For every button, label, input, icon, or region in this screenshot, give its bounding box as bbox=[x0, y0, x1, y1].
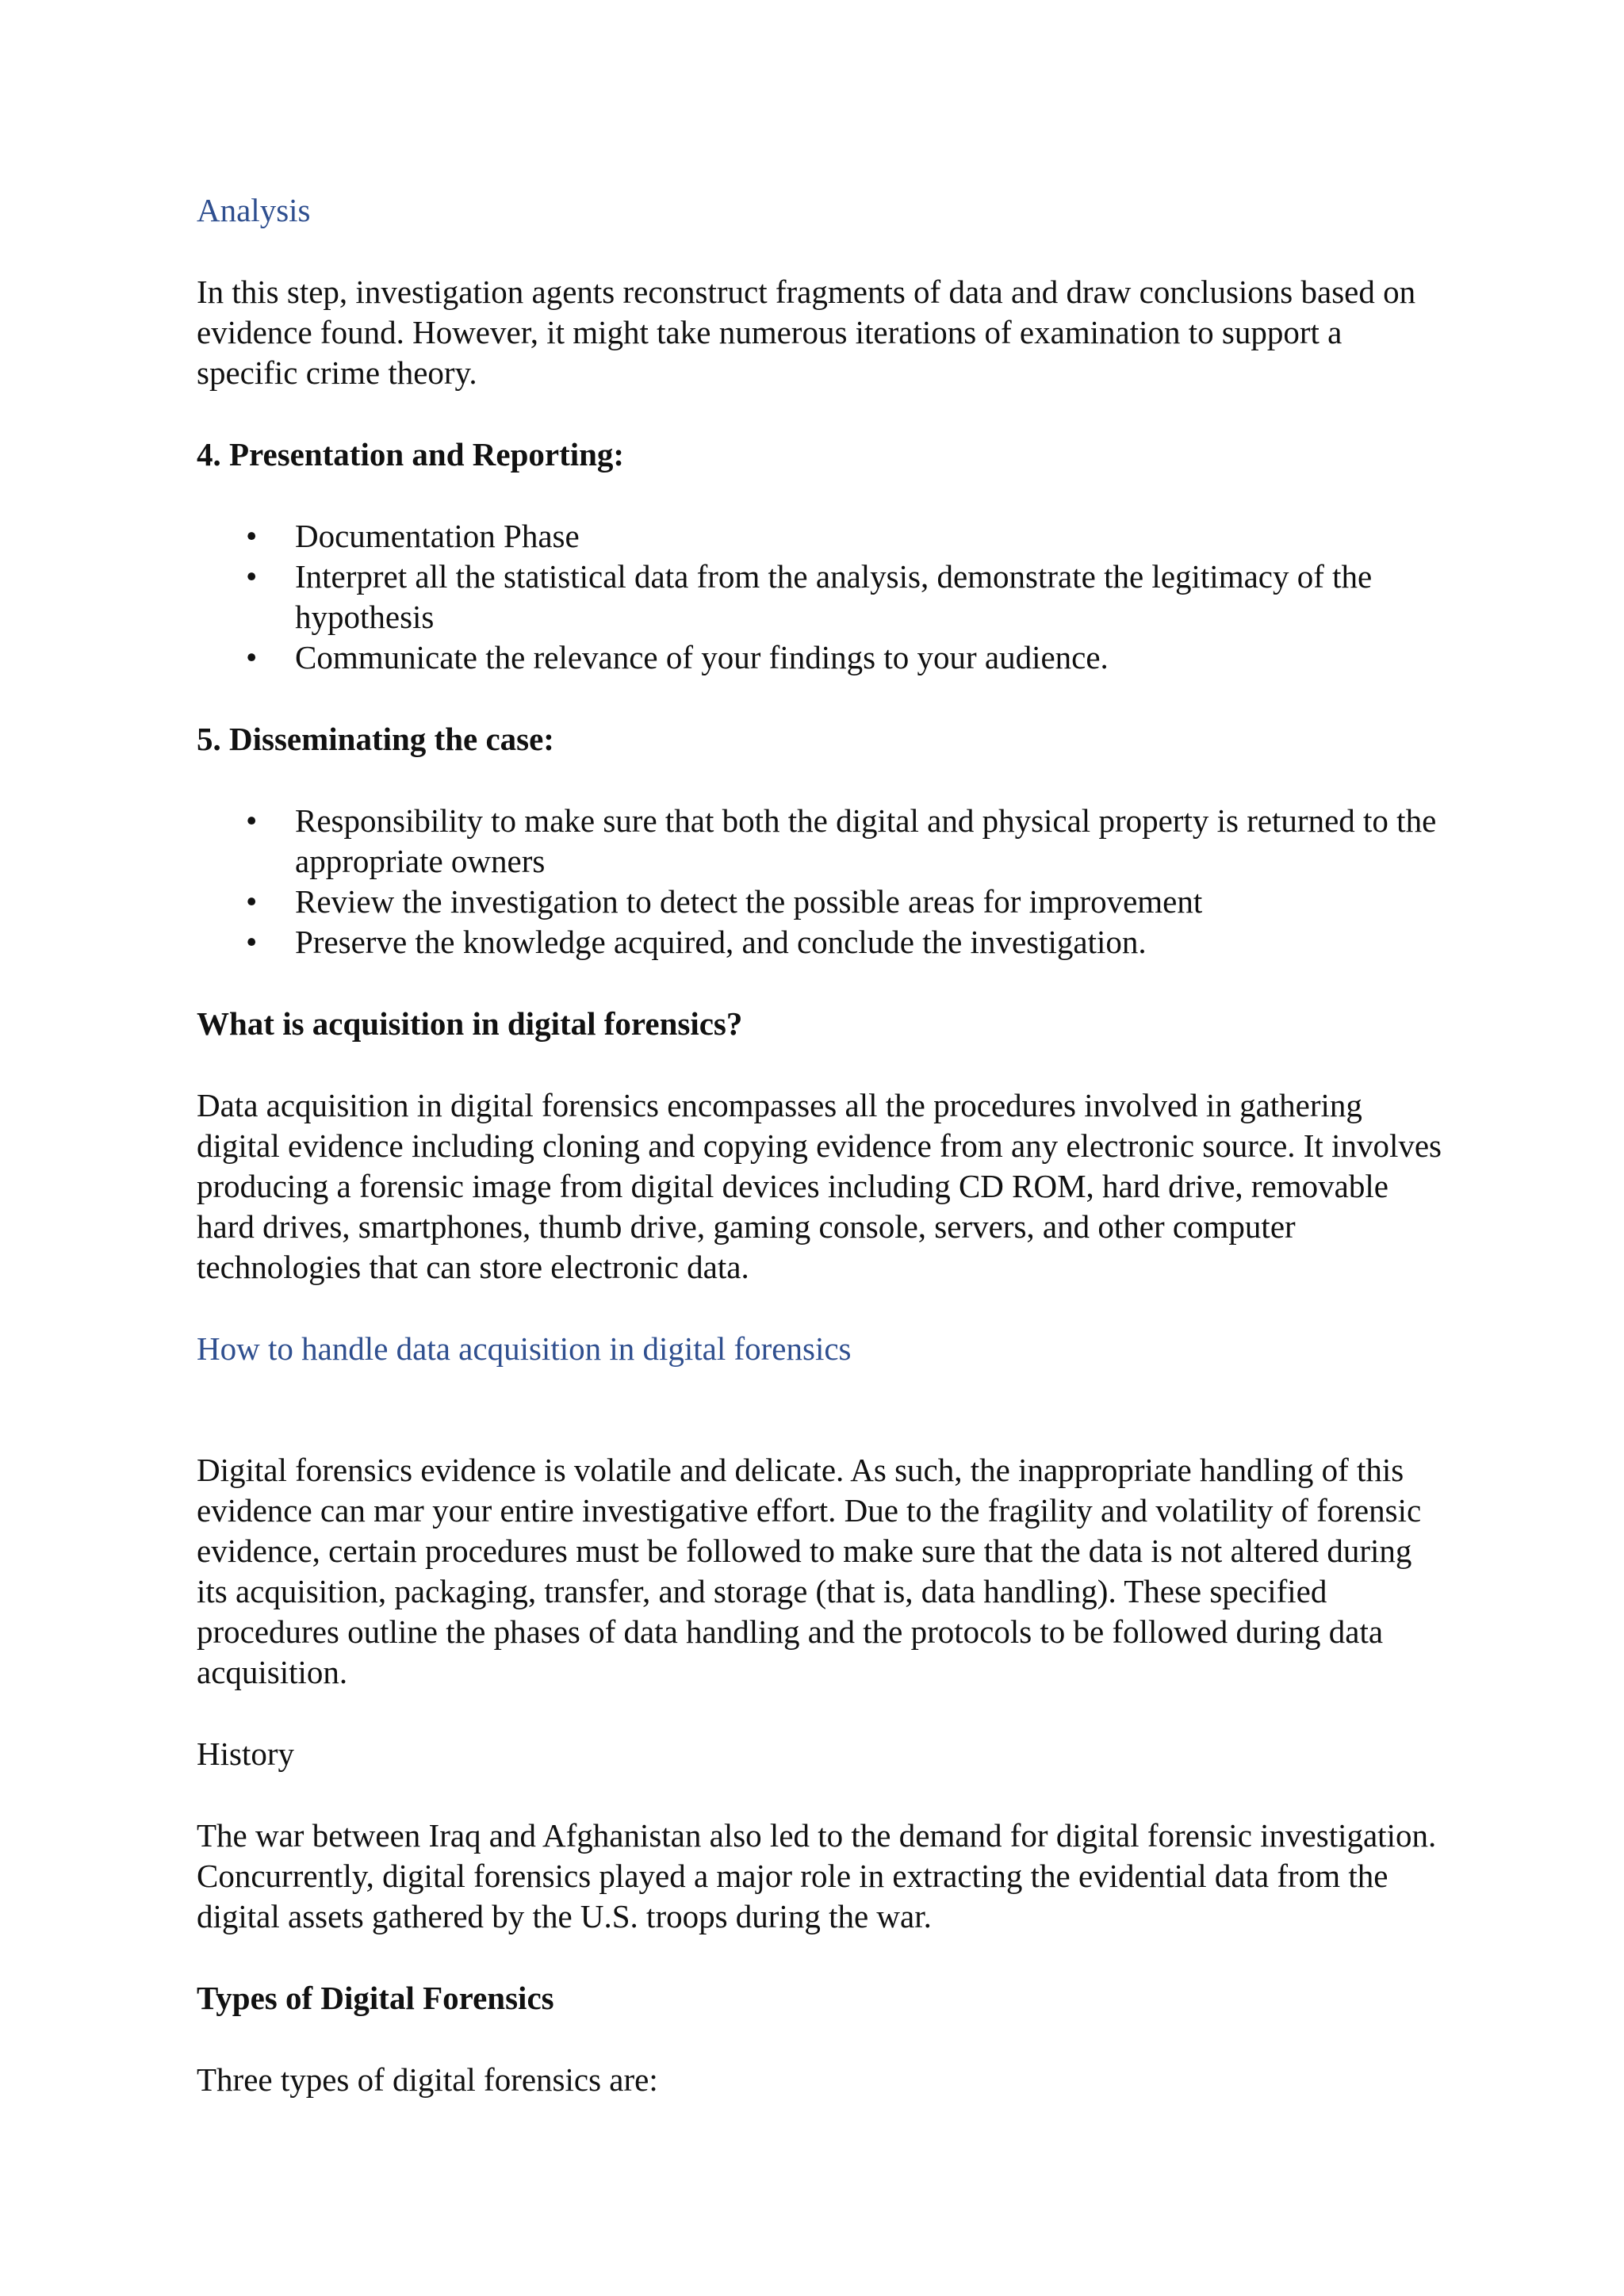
bullet-icon: • bbox=[246, 802, 258, 839]
presentation-heading: 4. Presentation and Reporting: bbox=[197, 436, 625, 473]
bullet-icon: • bbox=[246, 924, 258, 960]
handling-heading: How to handle data acquisition in digital forensics bbox=[197, 1330, 852, 1367]
disseminating-heading: 5. Disseminating the case: bbox=[197, 721, 554, 757]
analysis-paragraph: In this step, investigation agents reconstruct fragments of data and draw conclusions based on evidence found. However, it might take numerous iterations of examination to support a specific crime theory. bbox=[197, 274, 1416, 391]
list-item: • Review the investigation to detect the possible areas for improvement bbox=[197, 882, 1442, 922]
bullet-icon: • bbox=[246, 518, 258, 554]
bullet-icon: • bbox=[246, 883, 258, 920]
types-heading: Types of Digital Forensics bbox=[197, 1980, 554, 2016]
acquisition-heading: What is acquisition in digital forensics? bbox=[197, 1005, 743, 1042]
list-item: • Communicate the relevance of your findings to your audience. bbox=[197, 637, 1442, 678]
history-paragraph: The war between Iraq and Afghanistan also led to the demand for digital forensic investigation. Concurrently, digital forensics played a major role in extracting the evidential data from the digital assets gathered by the U.S. troops during the war. bbox=[197, 1817, 1437, 1934]
handling-paragraph: Digital forensics evidence is volatile and delicate. As such, the inappropriate handling of this evidence can mar your entire investigative effort. Due to the fragility and volatility of forensic evidence, certain procedures must be followed to make sure that the data is not altered during its acquisition, packaging, transfer, and storage (that is, data handling). These specified procedures outline the phases of data handling and the protocols to be followed during data acquisition. bbox=[197, 1452, 1422, 1690]
bullet-icon: • bbox=[246, 639, 258, 675]
list-item: • Preserve the knowledge acquired, and conclude the investigation. bbox=[197, 922, 1442, 962]
list-item: • Documentation Phase bbox=[197, 516, 1442, 557]
document-page bbox=[197, 190, 1442, 2100]
analysis-heading: Analysis bbox=[197, 192, 311, 228]
presentation-list bbox=[197, 516, 1442, 678]
disseminating-list bbox=[197, 801, 1442, 962]
list-item: • Responsibility to make sure that both the digital and physical property is returned to the appropriate owners bbox=[246, 802, 1437, 879]
history-heading: History bbox=[197, 1735, 294, 1772]
types-paragraph: Three types of digital forensics are: bbox=[197, 2061, 658, 2098]
bullet-icon: • bbox=[246, 558, 258, 595]
list-item: • Interpret all the statistical data from the analysis, demonstrate the legitimacy of the hypothesis bbox=[246, 558, 1373, 635]
acquisition-paragraph: Data acquisition in digital forensics encompasses all the procedures involved in gathering digital evidence including cloning and copying evidence from any electronic source. It involves producing a forensic image from digital devices including CD ROM, hard drive, removable hard drives, smartphones, thumb drive, gaming console, servers, and other computer technologies that can store electronic data. bbox=[197, 1087, 1442, 1285]
